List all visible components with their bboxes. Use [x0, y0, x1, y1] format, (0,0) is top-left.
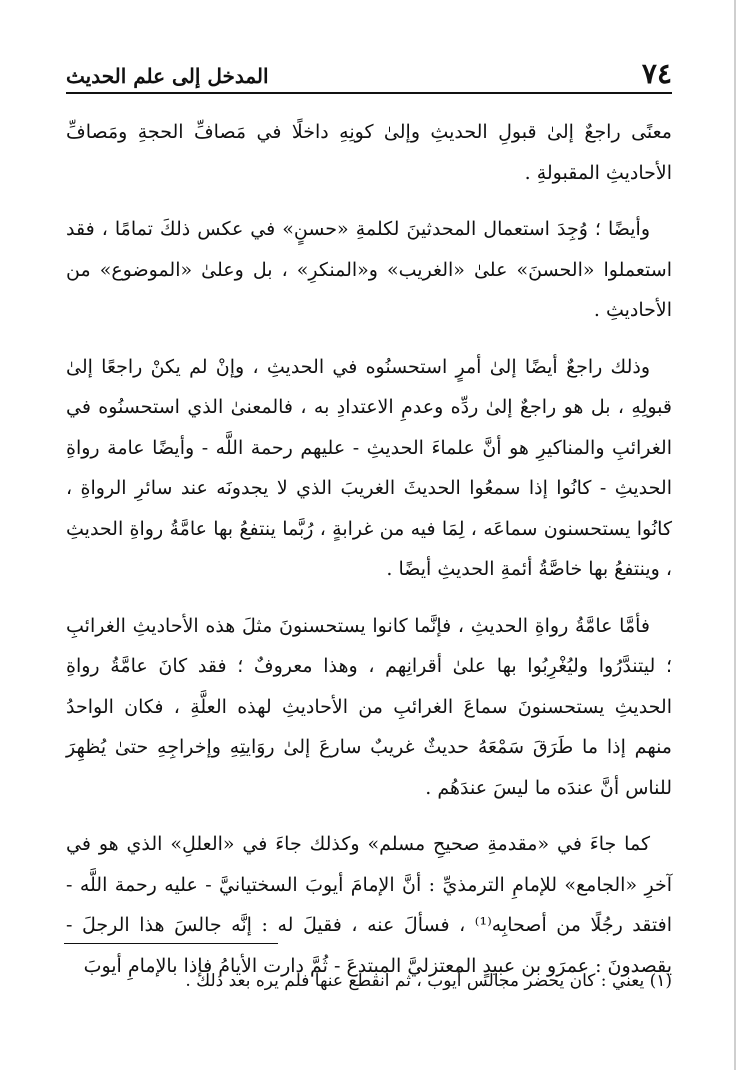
- paragraph: كما جاءَ في «مقدمةِ صحيحِ مسلم» وكذلك جاءَ في «العللِ» الذي هو في آخرِ «الجامع» للإمامِ الترمذيِّ : أنَّ الإمامَ أيوبَ السختيانيَّ - عليه رحمة اللَّه - افتقد رجُلًا من أصحابِه⁽¹⁾ ، فسألَ عنه ، فقيلَ له : إنَّه جالسَ هذا الرجلَ - يقصدونَ : عمرَو بن عبيدٍ المعتزليَّ المبتدعَ - ثُمَّ دارت الأيامُ فإذا بالإمامِ أيوبَ: [66, 833, 672, 977]
- paragraph: فأمَّا عامَّةُ رواةِ الحديثِ ، فإنَّما كانوا يستحسنونَ مثلَ هذه الأحاديثِ الغرائبِ ؛ ليتندَّرُوا وليُغْرِبُوا بها علىٰ أقرانِهم ، وهذا معروفٌ ؛ فقد كانَ عامَّةُ رواةِ الحديثِ يستحسنونَ سماعَ الغرائبِ من الأحاديثِ لهذه العلَّةِ ، فكان الواحدُ منهم إذا ما طَرَقَ سَمْعَهُ حديثٌ غريبٌ سارعَ إلىٰ روَايتِهِ وإخراجِهِ حتىٰ يُظهِرَ للناس أنَّ عندَه ما ليسَ عندَهُم .: [66, 614, 672, 799]
- running-title: المدخل إلى علم الحديث: [66, 64, 269, 88]
- paragraph: وأيضًا ؛ وُجِدَ استعمال المحدثينَ لكلمةِ «حسنٍ» في عكس ذلكَ تمامًا ، فقد استعملوا «الحسنَ» علىٰ «الغريب» و«المنكرِ» ، بل وعلىٰ «الموضوع» من الأحاديثِ .: [66, 218, 672, 321]
- page-number: ٧٤: [641, 57, 672, 90]
- footnote-divider: [64, 943, 278, 944]
- body-text: [66, 112, 672, 1002]
- paragraph: وذلك راجعٌ أيضًا إلىٰ أمرٍ استحسنُوه في الحديثِ ، وإنْ لم يكنْ راجعًا إلىٰ قبولِهِ ، بل هو راجعٌ إلىٰ ردِّه وعدمِ الاعتدادِ به ، فالمعنىٰ الذي استحسنُوه في الغرائبِ والمناكيرِ هو أنَّ علماءَ الحديثِ - عليهم رحمة اللَّه - وأيضًا عامة رواةِ الحديثِ - كانُوا إذا سمعُوا الحديثَ الغريبَ الذي لا يجدونَه عند سائرِ الرواةِ ، كانُوا يستحسنون سماعَه ، لِمَا فيه من غرابةٍ ، رُبَّما ينتفعُ بها عامَّةُ رواةِ الحديثِ ، وينتفعُ بها خاصَّةُ أئمةِ الحديثِ أيضًا .: [66, 355, 672, 580]
- footnote: (١) يعني : كان يحضر مجالس أيوب ، ثم انقطع عنها فلم يره بعد ذلك .: [185, 971, 672, 991]
- page-header: [66, 52, 672, 94]
- paragraph: معنًى راجعٌ إلىٰ قبولِ الحديثِ وإلىٰ كونِهِ داخلًا في مَصافِّ الحجةِ ومَصافِّ الأحاديثِ المقبولةِ .: [66, 121, 672, 184]
